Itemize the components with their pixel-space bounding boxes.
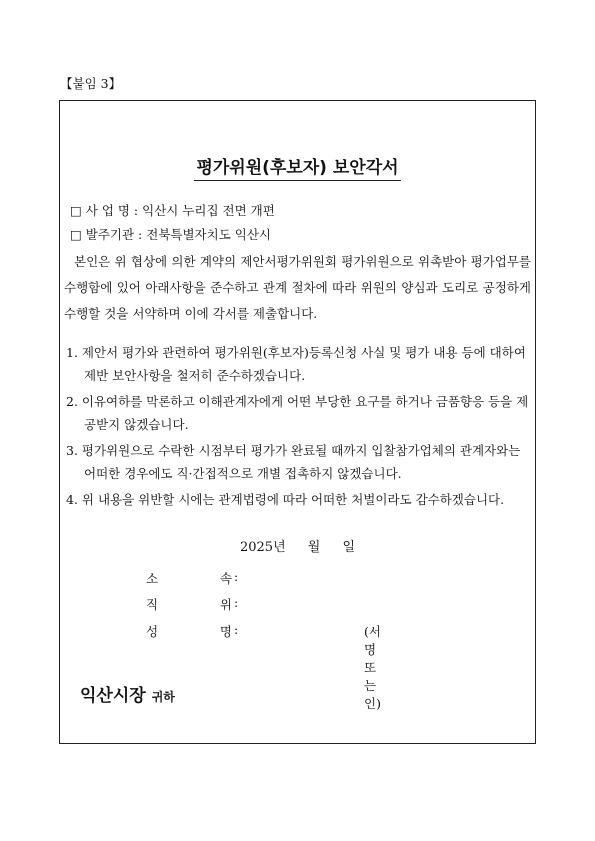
attachment-label: 【붙임 3】 — [60, 76, 122, 91]
business-name: □ 사 업 명 : 익산시 누리집 전면 개편 — [70, 203, 275, 218]
affiliation-row: 소 속 : — [146, 569, 239, 586]
pledge-item-3: 3. 평가위원으로 수락한 시점부터 평가가 완료될 때까지 입찰참가업체의 관계자와는 어떠한 경우에도 직·간접적으로 개별 접촉하지 않겠습니다. — [66, 443, 521, 481]
pledge-paragraph: 본인은 위 협상에 의한 계약의 제안서평가위원회 평가위원으로 위촉받아 평가업무를 수행함에 있어 아래사항을 준수하고 관계 절차에 따라 위원의 양심과 도리로 공정하게 수행할 것을 서약하며 이에 각서를 제출합니다. — [64, 254, 531, 321]
document-title: 평가위원(후보자) 보안각서 — [60, 153, 535, 178]
position-row: 직 위 : — [146, 595, 239, 612]
recipient-suffix: 귀하 — [151, 690, 175, 704]
pledge-item-1: 1. 제안서 평가와 관련하여 평가위원(후보자)등록신청 사실 및 평가 내용 등에 대하여 제반 보안사항을 철저히 준수하겠습니다. — [66, 345, 526, 383]
pledge-item-2: 2. 이유여하를 막론하고 이해관계자에게 어떤 부당한 요구를 하거나 금품향응 등을 제공받지 않겠습니다. — [66, 394, 529, 432]
recipient: 익산시장 귀하 — [80, 686, 175, 706]
date-line: 2025년 월 일 — [239, 540, 356, 555]
signature-note: (서명 또는 인) — [364, 624, 381, 711]
pledge-item-4: 4. 위 내용을 위반할 시에는 관계법령에 따라 어떠한 처벌이라도 감수하겠습니다. — [66, 492, 505, 507]
ordering-agency: □ 발주기관 : 전북특별자치도 익산시 — [70, 227, 271, 242]
name-row: 성 명 : (서명 또는 인) — [146, 622, 381, 711]
pledge-items — [66, 341, 532, 514]
pledge-form — [59, 100, 536, 744]
